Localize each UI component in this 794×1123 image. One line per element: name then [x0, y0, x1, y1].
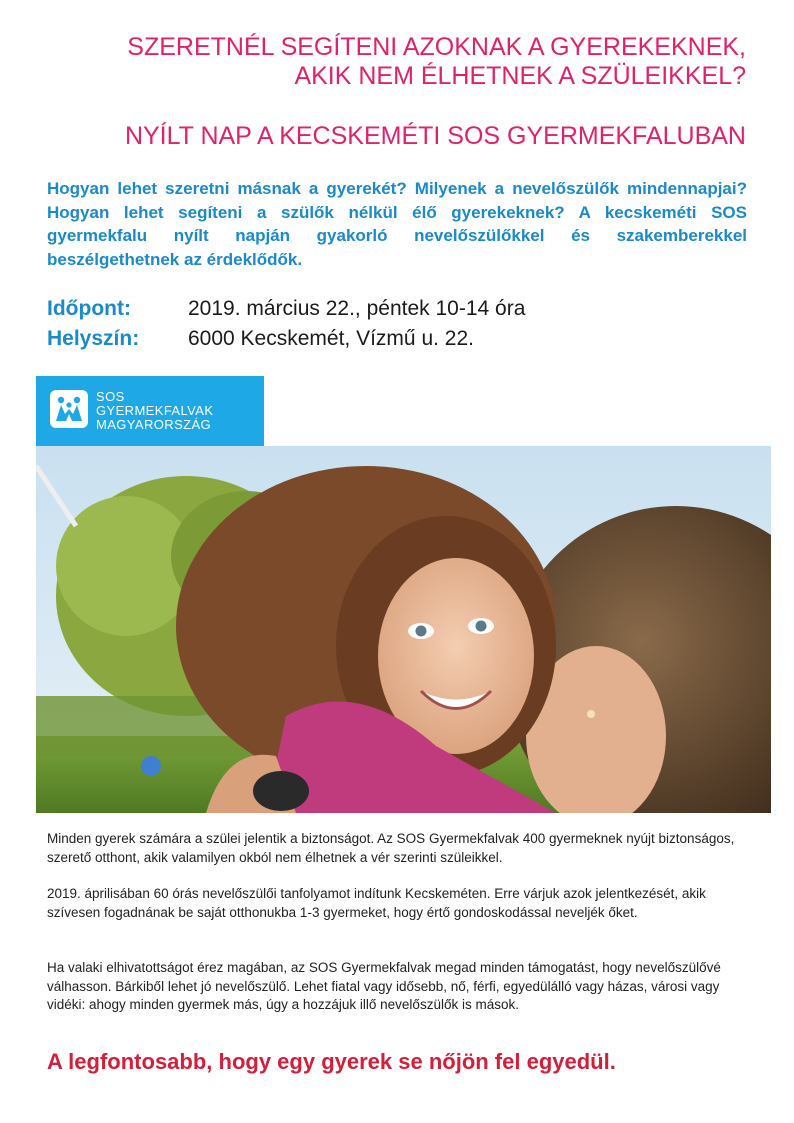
intro-paragraph: Hogyan lehet szeretni másnak a gyerekét? Milyenek a nevelőszülők mindennapjai? Hogyan lehet segíteni a szülők nélkül élő gyerekeknek? A kecskeméti SOS gyermekfalu nyílt napján gyakorló nevelőszülőkkel és szakemberekkel beszélgethetnek az érdeklődők. — [47, 179, 747, 269]
body-paragraph-1: Minden gyerek számára a szülei jelentik a biztonságot. Az SOS Gyermekfalvak 400 gyermeknek nyújt biztonságos, szerető otthont, akik valamilyen okból nem élhetnek a vér szerinti szüleikkel. — [47, 831, 735, 865]
sos-logo-icon — [50, 390, 88, 428]
logo-line-1: SOS — [96, 389, 125, 404]
sos-logo — [36, 376, 264, 446]
logo-line-2: GYERMEKFALVAK — [96, 403, 214, 418]
headline-line-1: SZERETNÉL SEGÍTENI AZOKNAK A GYEREKEKNEK, — [127, 33, 746, 61]
body-paragraph-3: Ha valaki elhivatottságot érez magában, az SOS Gyermekfalvak megad minden támogatást, hogy nevelőszülővé válhasson. Bárkiből lehet jó nevelőszülő. Lehet fiatal vagy idősebb, nő, férfi, egyedülálló vagy házas, városi vagy vidéki: ahogy minden gyermek más, úgy a hozzájuk illő nevelőszülők is mások. — [47, 960, 721, 1012]
place-row — [47, 327, 474, 351]
date-label: Időpont: — [47, 297, 131, 320]
closing-statement: A legfontosabb, hogy egy gyerek se nőjön fel egyedül. — [47, 1049, 616, 1074]
place-value: 6000 Kecskemét, Vízmű u. 22. — [188, 327, 474, 350]
place-label: Helyszín: — [47, 327, 140, 350]
subheadline: NYÍLT NAP A KECSKEMÉTI SOS GYERMEKFALUBAN — [124, 122, 746, 150]
body-paragraph-2: 2019. áprilisában 60 órás nevelőszülői tanfolyamot indítunk Kecskeméten. Erre várjuk azok jelentkezését, akik szívesen fogadnának be saját otthonukba 1-3 gyermeket, hogy értő gondoskodással neveljék őket. — [47, 886, 706, 920]
sos-logo-text — [96, 390, 213, 432]
blue-post — [141, 756, 161, 776]
logo-line-3: MAGYARORSZÁG — [96, 417, 212, 432]
hero-photo — [36, 446, 771, 813]
headline — [26, 33, 746, 91]
date-value: 2019. március 22., péntek 10-14 óra — [188, 297, 526, 320]
date-row — [47, 297, 525, 321]
headline-line-2: AKIK NEM ÉLHETNEK A SZÜLEIKKEL? — [294, 62, 746, 90]
